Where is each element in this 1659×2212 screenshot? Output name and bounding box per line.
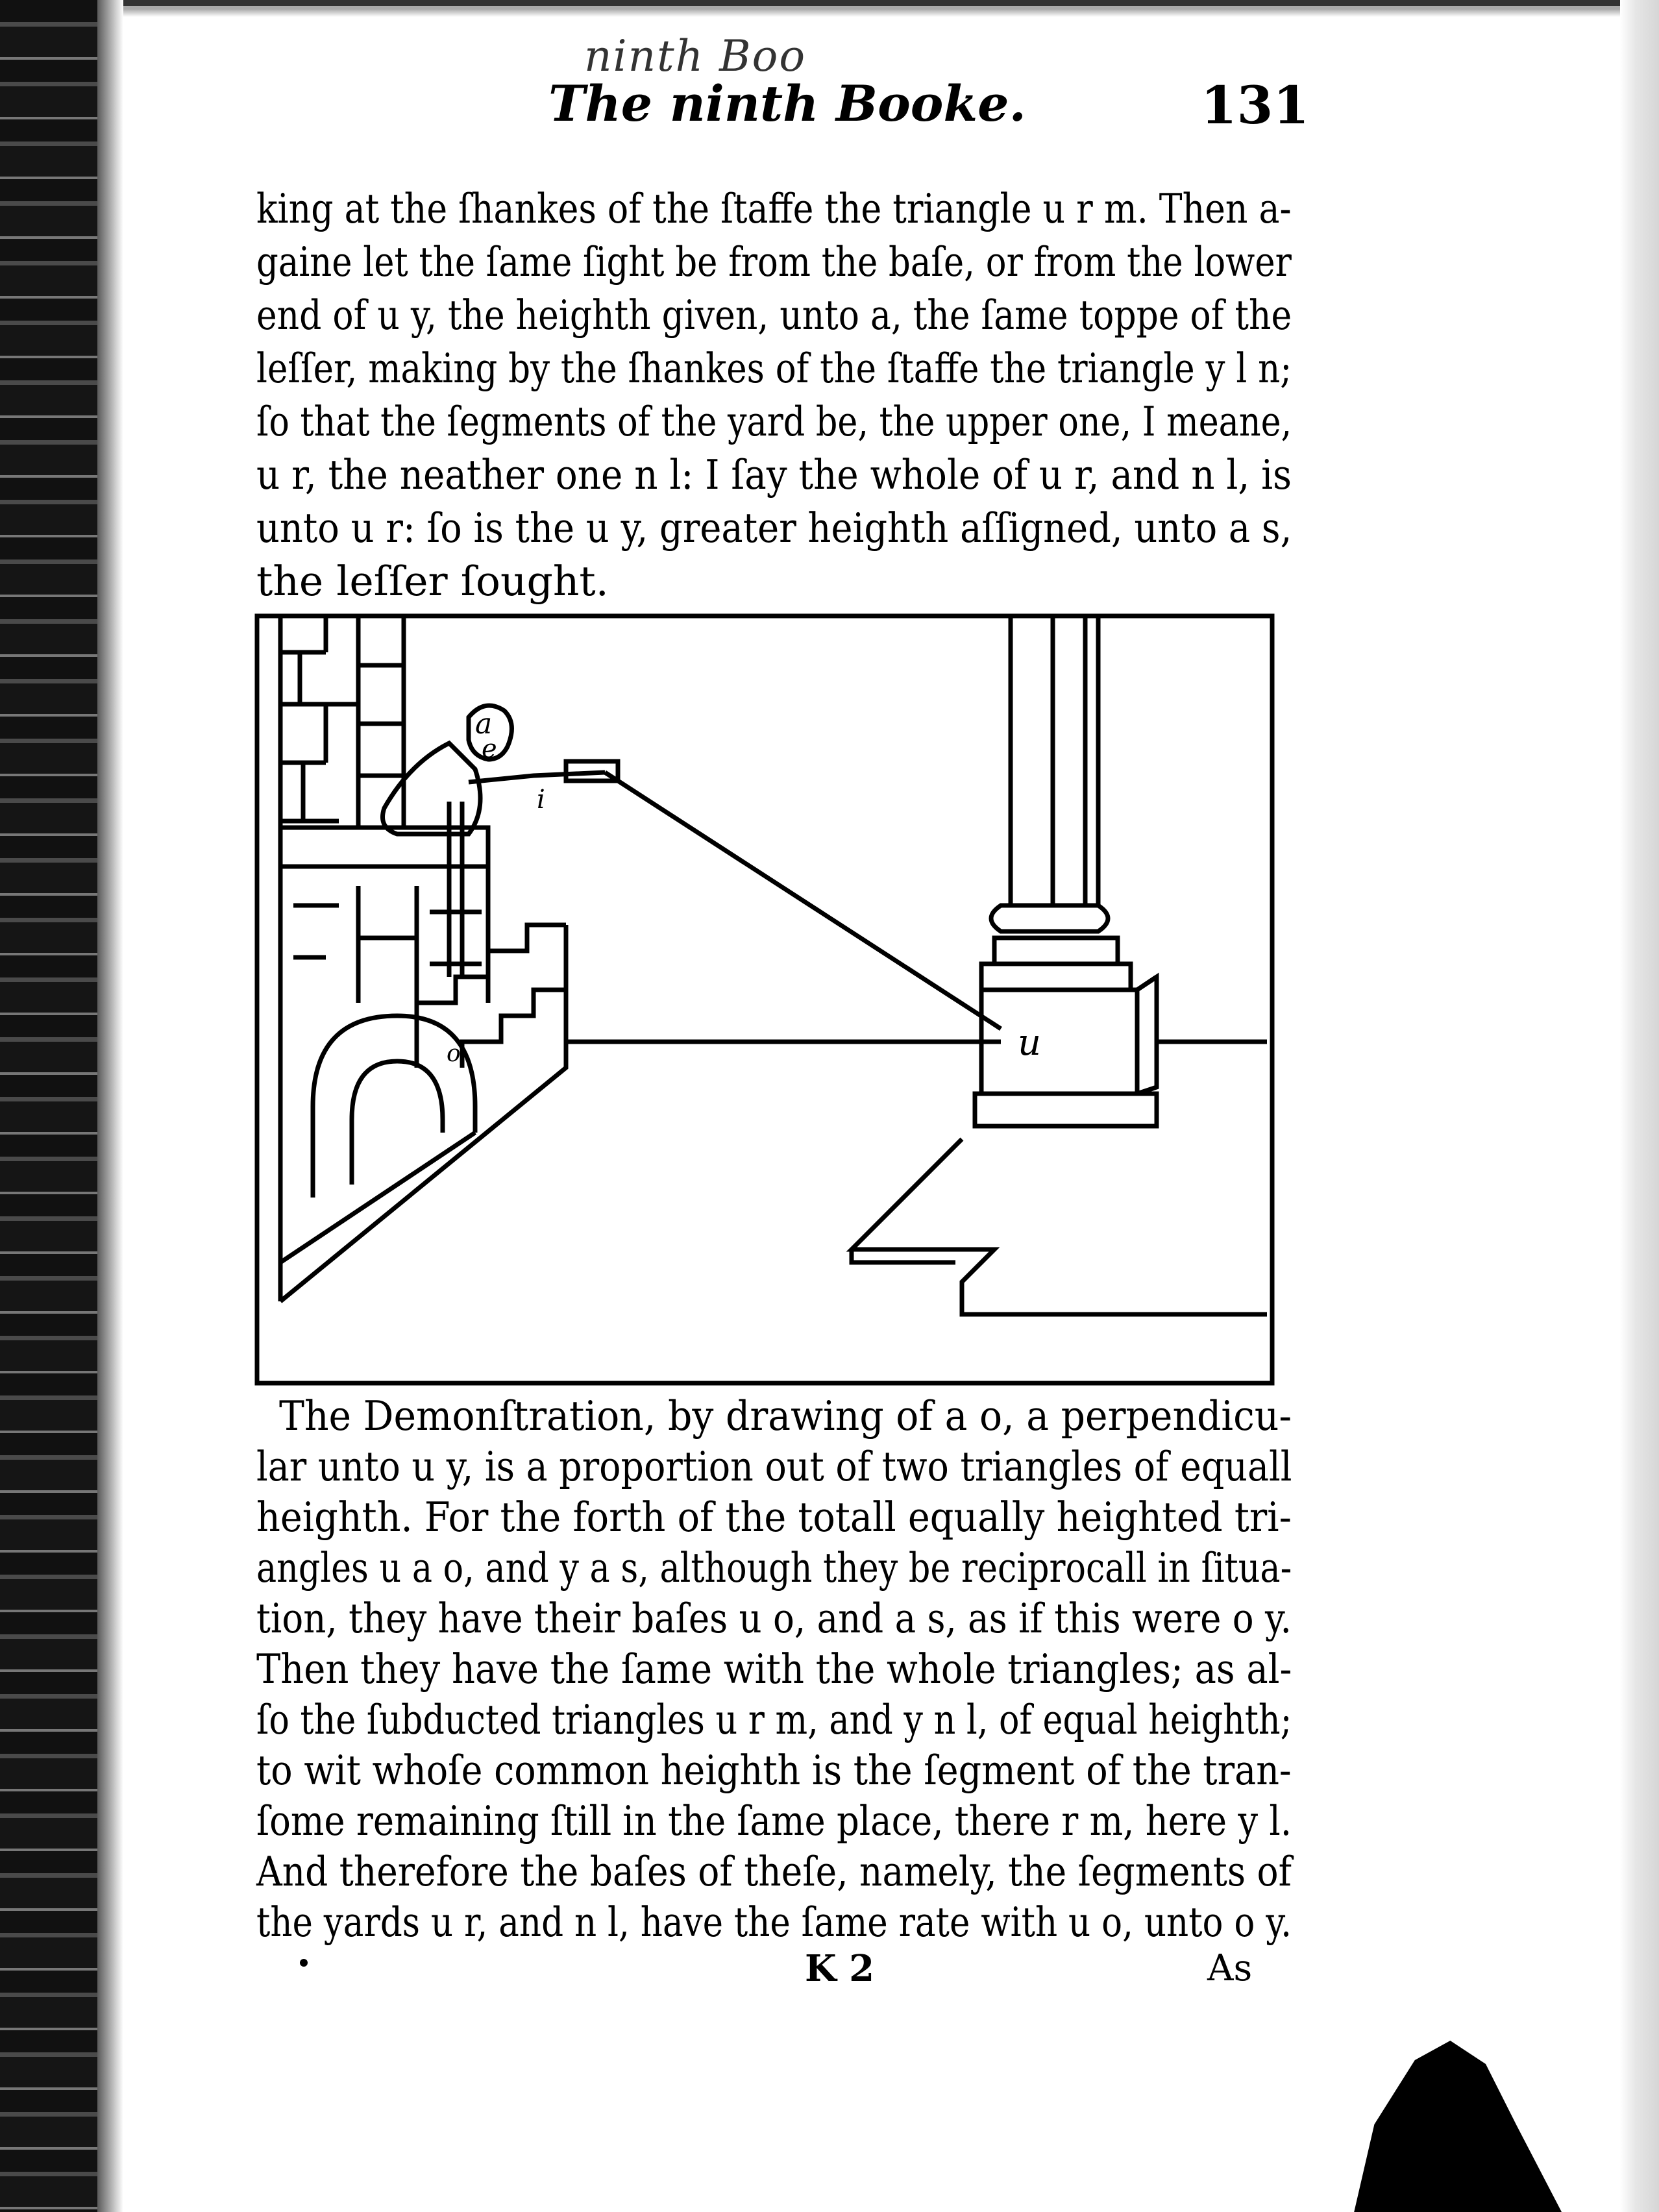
text-line: The Demonſtration, by drawing of a o, a perpendicu- [279,1392,1292,1440]
text-line: king at the ſhankes of the ſtaffe the triangle u r m. Then a- [256,185,1292,232]
pillar-capital-base [981,938,1131,990]
plinth [981,990,1137,1094]
catchword: As [1207,1947,1253,1989]
show-through-header: ninth Boo [584,31,807,81]
text-line: And therefore the baſes of theſe, namely, the ſegments of [256,1848,1292,1895]
text-line: ſo the ſubducted triangles u r m, and y n l, of equal heighth; [256,1696,1292,1743]
parapet-sides [280,866,488,1301]
text-line: unto u r: ſo is the u y, greater heighth aſſigned, unto a s, [256,504,1292,552]
ink-speck [300,1959,308,1967]
text-line: u r, the neather one n l: I ſay the whole of u r, and n l, is [256,451,1292,498]
label-o: o [447,1040,461,1067]
text-line: tion, they have their baſes u o, and a s, as if this were o y. [256,1595,1292,1642]
label-u: u [1018,1022,1042,1064]
figure-body [383,743,481,834]
text-line: heighth. For the forth of the totall equally heighted tri- [256,1493,1292,1541]
text-line: to wit whoſe common heighth is the ſegment of the tran- [256,1747,1292,1794]
text-line: Then they have the ſame with the whole triangles; as al- [256,1645,1292,1693]
text-line: gaine let the ſame ſight be from the baſe, or from the lower [256,238,1292,286]
woodcut-svg [254,613,1275,1386]
binding-gutter-fade [97,0,123,2212]
figure-frame [257,616,1272,1383]
text-line: ſo that the ſegments of the yard be, the upper one, I meane, [256,398,1292,445]
pillar-shaft [1011,616,1098,905]
plinth-side [1137,977,1157,1094]
pillar-torus [991,905,1108,931]
sight-line [605,772,1001,1029]
signature-mark: K 2 [805,1947,875,1990]
floor-slab [852,1139,1267,1314]
text-line: end of u y, the heighth given, unto a, the ſame toppe of the [256,291,1292,339]
corner-ink-blot [1309,2017,1562,2212]
tower-bricks-2 [358,616,404,828]
label-i: i [537,785,545,815]
page-edge-shadow [1620,0,1659,2212]
text-line: the leſſer ſought. [256,558,609,605]
page-top-edge [0,0,1659,17]
text-line: lar unto u y, is a proportion out of two triangles of equall [256,1443,1292,1490]
base-lines [280,990,566,1301]
text-line: angles u a o, and y a s, although they be reciprocall in ſitua- [256,1544,1292,1591]
text-line: leſſer, making by the ſhankes of the ſtaffe the triangle y l n; [256,345,1292,392]
tower-bricks [280,616,358,821]
page-number: 131 [1201,75,1309,136]
text-line: ſome remaining ſtill in the ſame place, there r m, here y l. [256,1797,1292,1845]
label-e: e [482,734,497,764]
running-head: The ninth Booke. [548,75,1026,132]
binding-gutter-shadow [0,0,97,2212]
label-a: a [475,707,493,741]
text-line: the yards u r, and n l, have the ſame rate with u o, unto o y. [256,1899,1292,1946]
stairs-front [417,925,566,1068]
pedestal-step [975,1094,1157,1126]
woodcut-illustration [254,613,1275,1434]
